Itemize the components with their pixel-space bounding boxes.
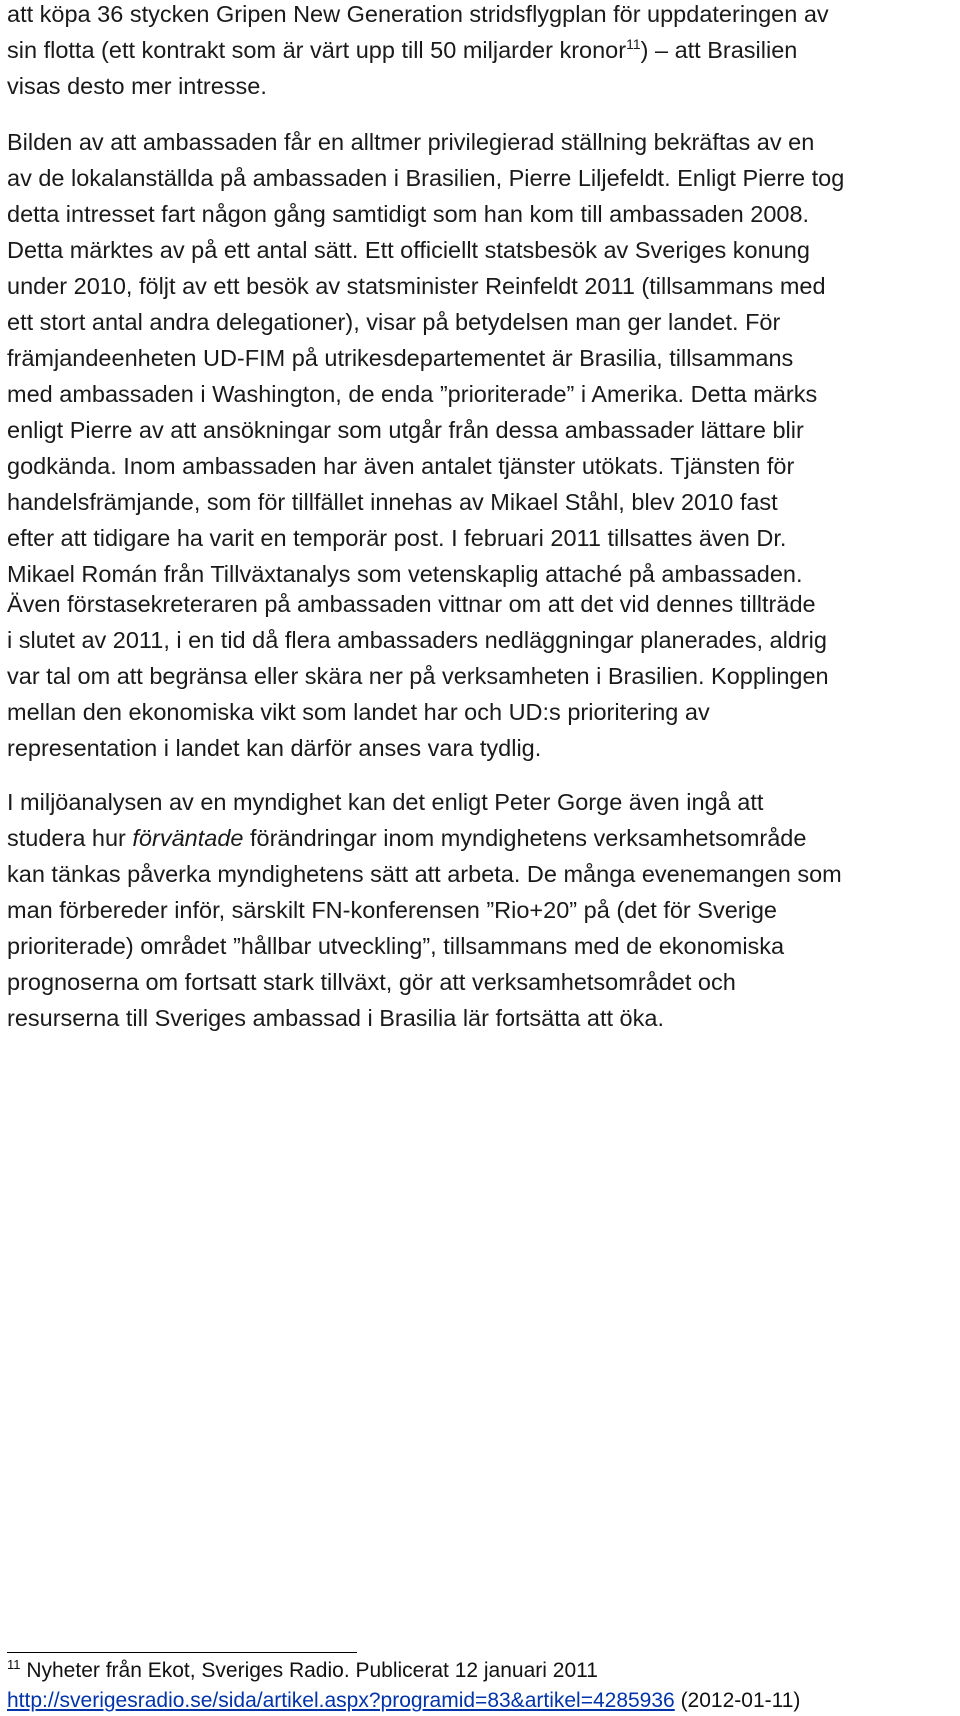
text-line — [7, 820, 953, 856]
text-line: kan tänkas påverka myndighetens sätt att arbeta. De många evenemangen som — [7, 861, 842, 887]
footnote-line — [7, 1686, 953, 1716]
footnote-number: 11 — [7, 1657, 21, 1672]
text-line: Även förstasekreteraren på ambassaden vittnar om att det vid dennes tillträde — [7, 591, 816, 617]
text-line: ett stort antal andra delegationer), visar på betydelsen man ger landet. För — [7, 309, 781, 335]
footnote-link[interactable]: http://sverigesradio.se/sida/artikel.aspx?programid=83&artikel=4285936 — [7, 1689, 675, 1712]
text-line: Mikael Román från Tillväxtanalys som vetenskaplig attaché på ambassaden. — [7, 561, 803, 587]
paragraph-3 — [7, 586, 953, 766]
footnote-line — [7, 1656, 953, 1686]
footnote-date: (2012-01-11) — [674, 1689, 801, 1712]
text-line: handelsfrämjande, som för tillfället innehas av Mikael Ståhl, blev 2010 fast — [7, 489, 778, 515]
text-line: prognoserna om fortsatt stark tillväxt, gör att verksamhetsområdet och — [7, 969, 736, 995]
text-line: att köpa 36 stycken Gripen New Generation stridsflygplan för uppdateringen av — [7, 1, 829, 27]
emphasis-text: förväntade — [132, 825, 244, 851]
text-line: efter att tidigare ha varit en temporär post. I februari 2011 tillsattes även Dr. — [7, 525, 787, 551]
text-segment: ) – att Brasilien — [640, 37, 798, 63]
text-line: med ambassaden i Washington, de enda ”prioriterade” i Amerika. Detta märks — [7, 381, 818, 407]
text-line: resurserna till Sveriges ambassad i Brasilia lär fortsätta att öka. — [7, 1005, 664, 1031]
text-line: i slutet av 2011, i en tid då flera ambassaders nedläggningar planerades, aldrig — [7, 627, 827, 653]
text-line: Bilden av att ambassaden får en alltmer privilegierad ställning bekräftas av en — [7, 129, 815, 155]
text-line: främjandeenheten UD-FIM på utrikesdepartementet är Brasilia, tillsammans — [7, 345, 794, 371]
text-segment: förändringar inom myndighetens verksamhetsområde — [250, 825, 807, 851]
text-line: representation i landet kan därför anses vara tydlig. — [7, 735, 542, 761]
paragraph-4 — [7, 784, 953, 1036]
text-line — [7, 32, 953, 68]
text-line: godkända. Inom ambassaden har även antalet tjänster utökats. Tjänsten för — [7, 453, 795, 479]
text-line: detta intresset fart någon gång samtidigt som han kom till ambassaden 2008. — [7, 201, 810, 227]
text-line: I miljöanalysen av en myndighet kan det enligt Peter Gorge även ingå att — [7, 789, 764, 815]
paragraph-1 — [7, 0, 953, 104]
paragraph-2 — [7, 124, 953, 592]
footnote-divider — [7, 1652, 357, 1653]
text-segment: sin flotta (ett kontrakt som är värt upp till 50 miljarder kronor — [7, 37, 627, 63]
text-segment: studera hur — [7, 825, 133, 851]
text-line: mellan den ekonomiska vikt som landet har och UD:s prioritering av — [7, 699, 710, 725]
text-line: under 2010, följt av ett besök av statsminister Reinfeldt 2011 (tillsammans med — [7, 273, 826, 299]
text-line: Detta märktes av på ett antal sätt. Ett officiellt statsbesök av Sveriges konung — [7, 237, 810, 263]
text-line: prioriterade) området ”hållbar utveckling”, tillsammans med de ekonomiska — [7, 933, 785, 959]
footnote-reference[interactable]: 11 — [626, 36, 641, 53]
footnote-text: Nyheter från Ekot, Sveriges Radio. Publicerat 12 januari 2011 — [20, 1659, 598, 1682]
text-line: man förbereder inför, särskilt FN-konferensen ”Rio+20” på (det för Sverige — [7, 897, 777, 923]
text-line: av de lokalanställda på ambassaden i Brasilien, Pierre Liljefeldt. Enligt Pierre tog — [7, 165, 845, 191]
text-line: visas desto mer intresse. — [7, 73, 267, 99]
footnote — [7, 1656, 953, 1716]
text-line: enligt Pierre av att ansökningar som utgår från dessa ambassader lättare blir — [7, 417, 804, 443]
text-line: var tal om att begränsa eller skära ner på verksamheten i Brasilien. Kopplingen — [7, 663, 829, 689]
